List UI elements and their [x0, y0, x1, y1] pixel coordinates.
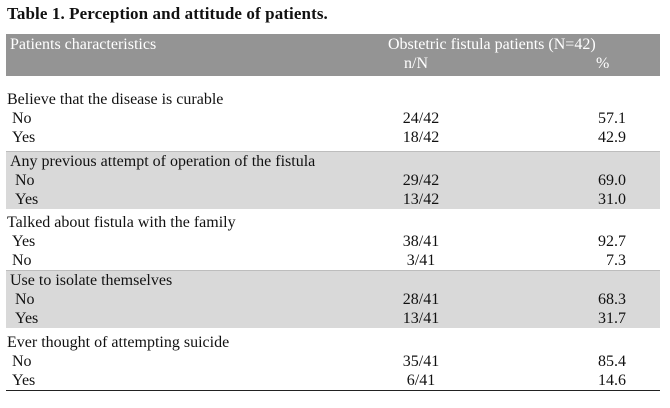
- group-curable: [6, 90, 660, 147]
- group-title: Use to isolate themselves: [10, 272, 173, 289]
- header-spacer: [6, 76, 660, 90]
- group-title: Believe that the disease is curable: [7, 91, 224, 108]
- row-pct: 68.3: [598, 291, 626, 308]
- group-title: Any previous attempt of operation of the fistula: [10, 153, 316, 170]
- header-percent: %: [596, 55, 610, 72]
- table-row: [6, 171, 660, 190]
- row-nn: 28/41: [402, 291, 440, 308]
- row-pct: 57.1: [598, 110, 626, 127]
- group-previous-operation: [6, 151, 660, 209]
- row-nn: 29/42: [402, 172, 440, 189]
- row-nn: 3/41: [406, 252, 436, 269]
- table-row: [6, 290, 660, 309]
- row-nn: 38/41: [402, 233, 440, 250]
- table-row: [6, 309, 660, 328]
- header-nn: n/N: [404, 55, 428, 72]
- group-isolate: [6, 270, 660, 328]
- perception-table: [6, 34, 660, 391]
- row-label: Yes: [12, 233, 36, 250]
- row-nn: 13/42: [402, 191, 440, 208]
- row-nn: 6/41: [406, 372, 436, 389]
- row-nn: 18/42: [402, 129, 440, 146]
- row-label: Yes: [12, 129, 36, 146]
- table-bottom-rule: [6, 390, 660, 391]
- header-obstetric-fistula: Obstetric fistula patients (N=42): [388, 36, 596, 53]
- group-suicide: [6, 333, 660, 390]
- table-row: [6, 232, 660, 251]
- table-row: [6, 190, 660, 209]
- row-label: No: [12, 110, 32, 127]
- table-row: [6, 352, 660, 371]
- row-pct: 69.0: [598, 172, 626, 189]
- row-label: No: [12, 353, 32, 370]
- row-pct: 85.4: [598, 353, 626, 370]
- table-row: [6, 109, 660, 128]
- table-row: [6, 371, 660, 390]
- row-label: No: [12, 252, 32, 269]
- table-header: [6, 34, 660, 76]
- row-pct: 14.6: [598, 372, 626, 389]
- row-pct: 31.0: [598, 191, 626, 208]
- row-label: No: [15, 172, 35, 189]
- row-nn: 35/41: [402, 353, 440, 370]
- row-label: Yes: [15, 191, 39, 208]
- group-title: Ever thought of attempting suicide: [7, 334, 230, 351]
- row-pct: 31.7: [598, 310, 626, 327]
- group-talked-family: [6, 213, 660, 270]
- row-label: Yes: [12, 372, 36, 389]
- table-caption: Table 1. Perception and attitude of patients.: [7, 4, 328, 23]
- row-pct: 92.7: [598, 233, 626, 250]
- group-title: Talked about fistula with the family: [7, 214, 236, 231]
- row-pct: 42.9: [598, 129, 626, 146]
- row-pct: 7.3: [606, 252, 626, 269]
- header-patients-characteristics: Patients characteristics: [10, 36, 157, 53]
- row-label: No: [15, 291, 35, 308]
- table-row: [6, 251, 660, 270]
- table-row: [6, 128, 660, 147]
- row-label: Yes: [15, 310, 39, 327]
- row-nn: 13/41: [402, 310, 440, 327]
- row-nn: 24/42: [402, 110, 440, 127]
